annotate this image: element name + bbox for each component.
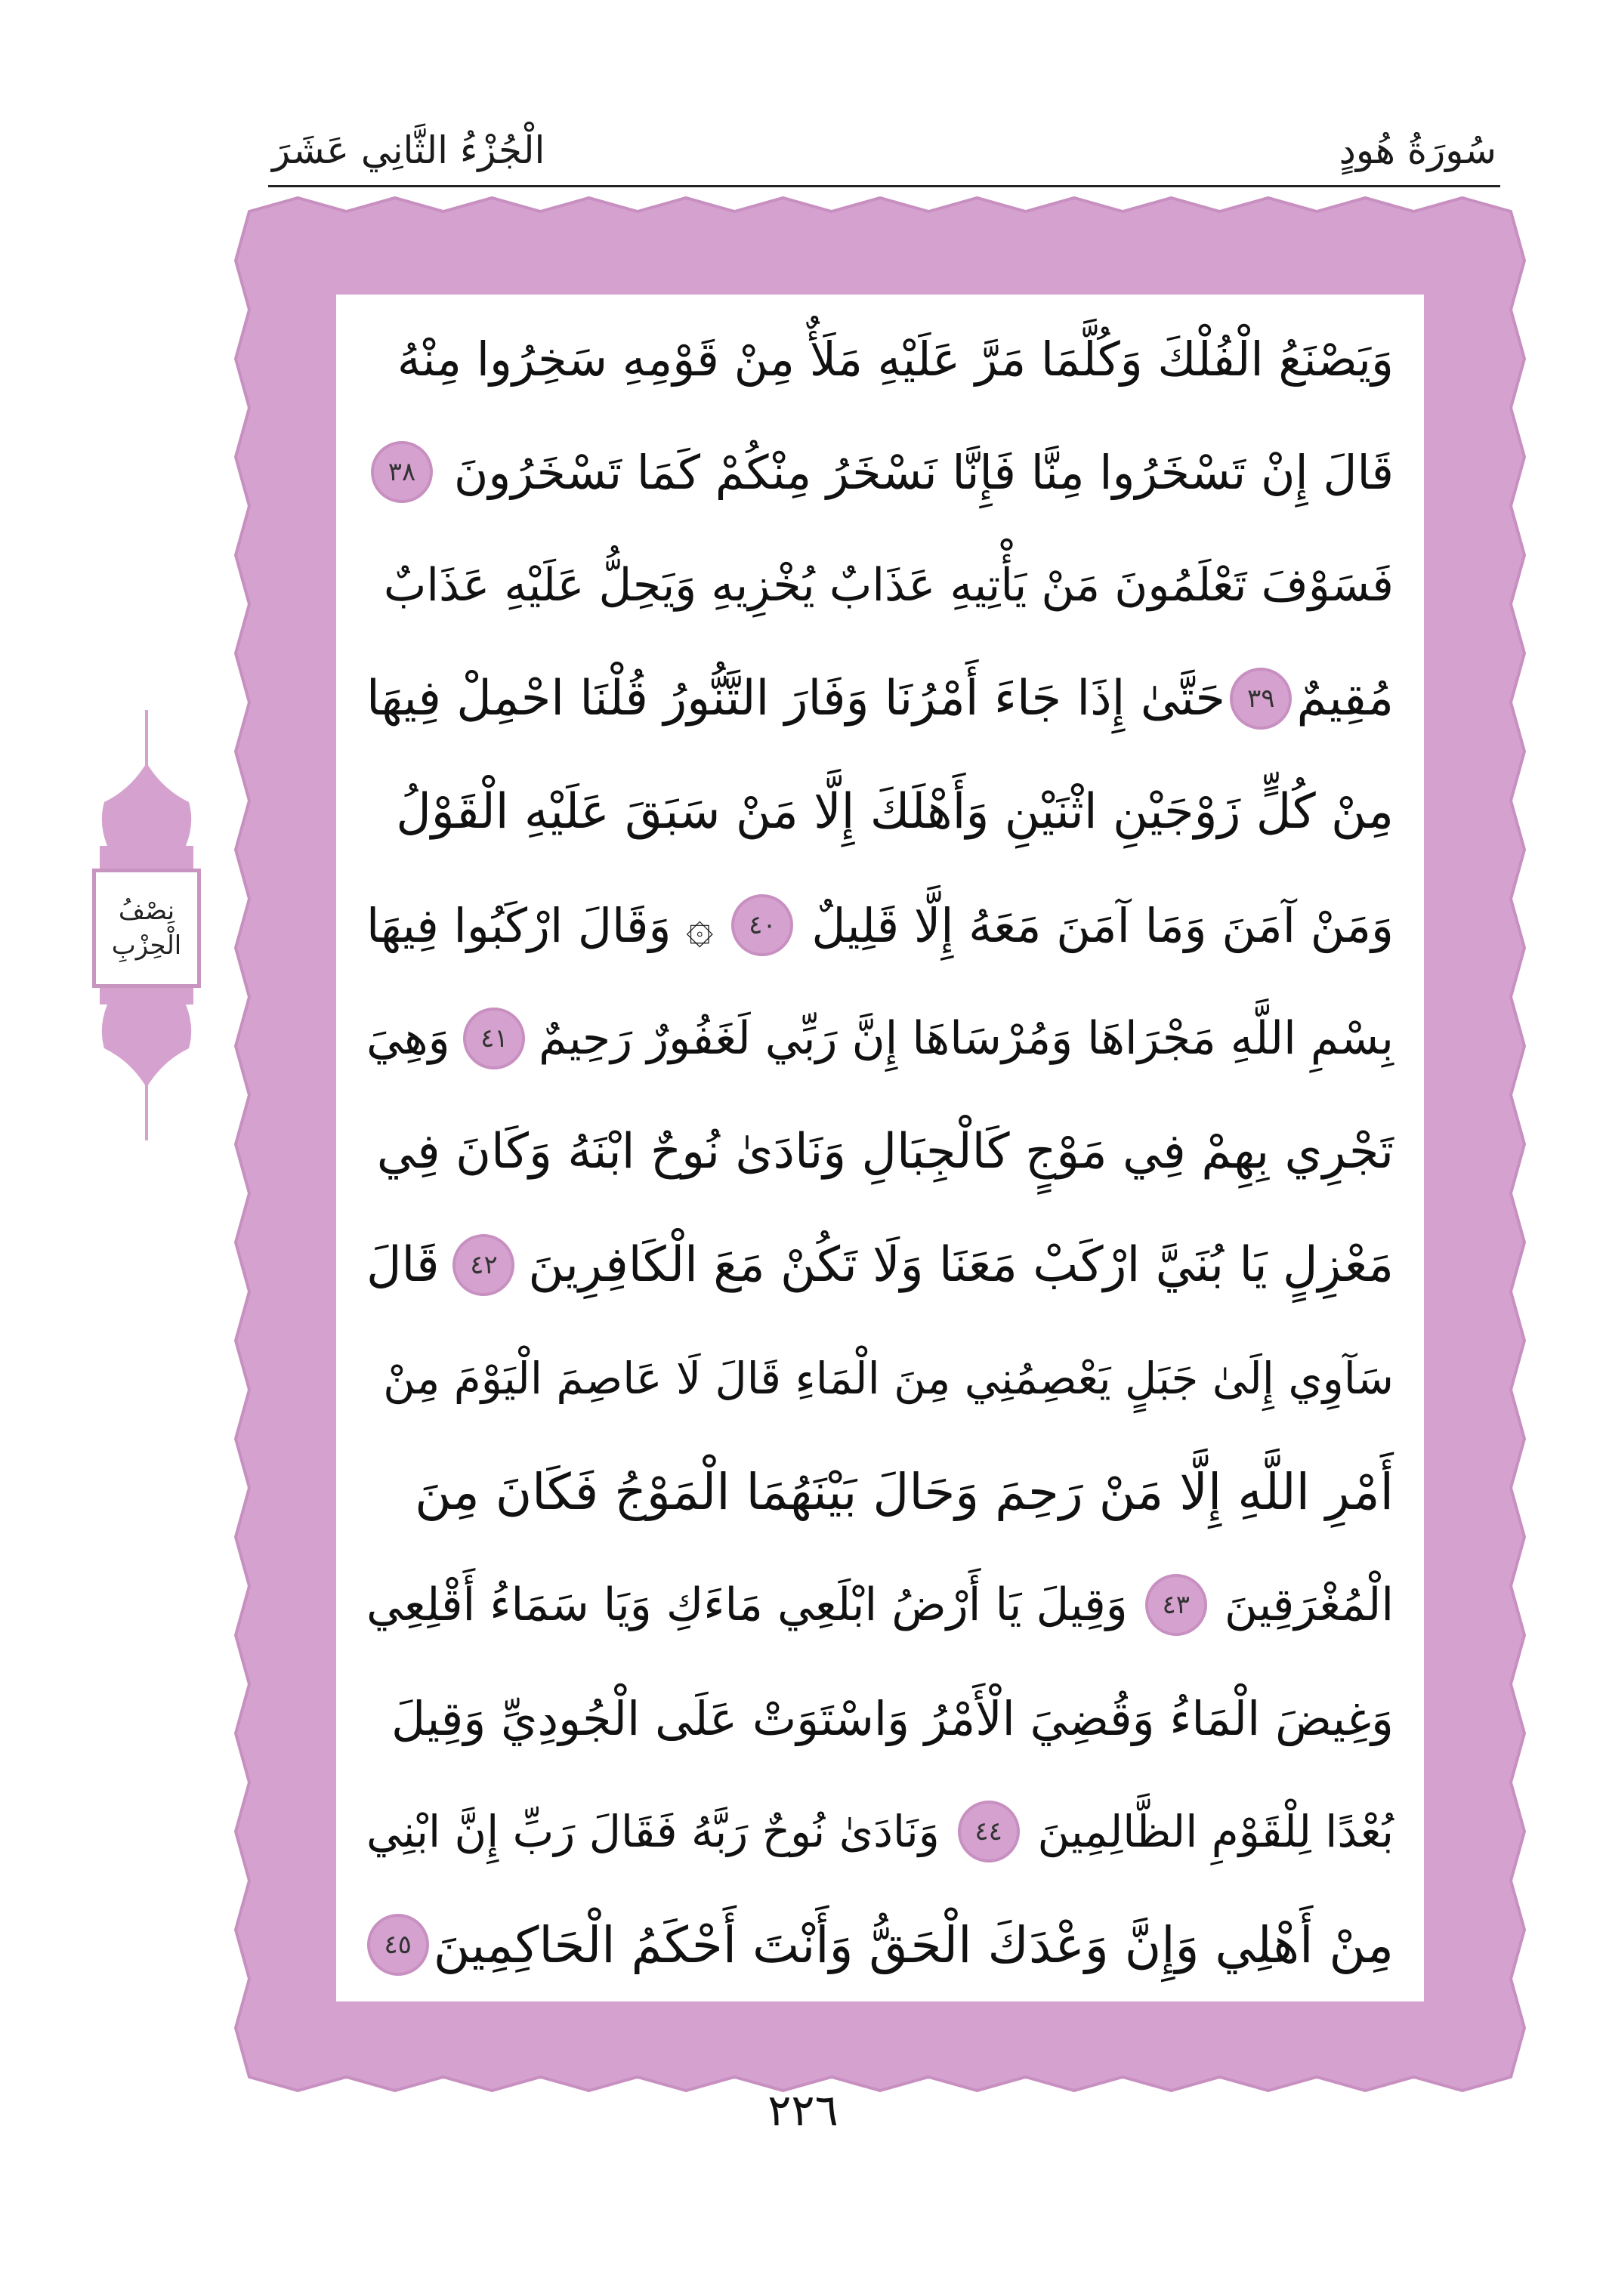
verse-text: مُقِيمٌ xyxy=(1296,671,1394,727)
verse-text: بِسْمِ اللَّهِ مَجْرَاهَا وَمُرْسَاهَا إِنَّ رَبِّي لَغَفُورٌ رَحِيمٌ xyxy=(539,1012,1394,1065)
text-panel xyxy=(336,295,1424,2001)
verse-line xyxy=(366,1095,1394,1208)
verse-text: وَهِيَ xyxy=(366,1012,450,1065)
verse-text: بُعْدًا لِلْقَوْمِ الظَّالِمِينَ xyxy=(1037,1806,1394,1857)
ayah-number-marker: ٤٢ xyxy=(452,1234,514,1296)
verse-line xyxy=(366,642,1394,755)
verse-text: تَجْرِي بِهِمْ فِي مَوْجٍ كَالْجِبَالِ وَنَادَىٰ نُوحٌ ابْنَهُ وَكَانَ فِي xyxy=(376,1124,1394,1180)
ayah-number-marker: ٤٥ xyxy=(367,1914,429,1976)
verse-text: وَنَادَىٰ نُوحٌ رَبَّهُ فَقَالَ رَبِّ إِنَّ ابْنِي xyxy=(366,1806,940,1857)
verse-line xyxy=(366,1322,1394,1435)
verse-line xyxy=(366,529,1394,642)
verse-text: مِنْ كُلٍّ زَوْجَيْنِ اثْنَيْنِ وَأَهْلَكَ إِلَّا مَنْ سَبَقَ عَلَيْهِ الْقَوْلُ xyxy=(396,784,1394,840)
verse-text: وَمَنْ آمَنَ وَمَا آمَنَ مَعَهُ إِلَّا قَلِيلٌ xyxy=(811,897,1394,953)
verse-text: سَآوِي إِلَىٰ جَبَلٍ يَعْصِمُنِي مِنَ الْمَاءِ قَالَ لَا عَاصِمَ الْيَوْمَ مِنْ xyxy=(383,1353,1394,1404)
verse-line xyxy=(366,982,1394,1095)
verse-line xyxy=(366,1775,1394,1888)
ayah-number-marker: ٤١ xyxy=(463,1008,525,1069)
verse-text: حَتَّىٰ إِذَا جَاءَ أَمْرُنَا وَفَارَ التَّنُّورُ قُلْنَا احْمِلْ فِيهَا xyxy=(366,671,1225,727)
ayah-number-marker: ٣٩ xyxy=(1230,668,1292,730)
verse-text: وَغِيضَ الْمَاءُ وَقُضِيَ الْأَمْرُ وَاسْتَوَتْ عَلَى الْجُودِيِّ وَقِيلَ xyxy=(391,1690,1394,1746)
verse-text: أَمْرِ اللَّهِ إِلَّا مَنْ رَحِمَ وَحَالَ بَيْنَهُمَا الْمَوْجُ فَكَانَ مِنَ xyxy=(415,1462,1394,1521)
ayah-number-marker: ٤٤ xyxy=(958,1801,1020,1862)
verse-text: ۞ وَقَالَ ارْكَبُوا فِيهَا xyxy=(366,897,714,953)
surah-title: سُورَةُ هُودٍ xyxy=(1339,128,1496,172)
verse-text: فَسَوْفَ تَعْلَمُونَ مَنْ يَأْتِيهِ عَذَابٌ يُخْزِيهِ وَيَحِلُّ عَلَيْهِ عَذَابٌ xyxy=(383,559,1394,612)
verse-line xyxy=(366,302,1394,415)
ayah-number-marker: ٤٣ xyxy=(1145,1574,1207,1636)
verse-line xyxy=(366,1435,1394,1548)
hizb-marker xyxy=(92,869,201,988)
juz-title: الْجُزْءُ الثَّانِي عَشَرَ xyxy=(272,128,545,172)
verse-line xyxy=(366,1888,1394,2001)
hizb-marker-line2: الْحِزْبِ xyxy=(111,930,182,961)
verse-text: مَعْزِلٍ يَا بُنَيَّ ارْكَبْ مَعَنَا وَلَا تَكُنْ مَعَ الْكَافِرِينَ xyxy=(528,1237,1394,1293)
verse-text: قَالَ إِنْ تَسْخَرُوا مِنَّا فَإِنَّا نَسْخَرُ مِنْكُمْ كَمَا تَسْخَرُونَ xyxy=(453,444,1394,500)
hizb-marker-line1: نِصْفُ xyxy=(118,896,175,926)
verse-text: الْمُغْرَقِينَ xyxy=(1224,1578,1394,1631)
verse-text: قَالَ xyxy=(366,1237,440,1293)
ayah-number-marker: ٤٠ xyxy=(731,894,793,956)
verse-text: وَقِيلَ يَا أَرْضُ ابْلَعِي مَاءَكِ وَيَا سَمَاءُ أَقْلِعِي xyxy=(366,1578,1128,1631)
verse-line xyxy=(366,1548,1394,1662)
verse-line xyxy=(366,1208,1394,1322)
ayah-number-marker: ٣٨ xyxy=(371,441,433,503)
page-number: ٢٢٦ xyxy=(767,2085,839,2136)
verse-line xyxy=(366,755,1394,869)
verse-text: مِنْ أَهْلِي وَإِنَّ وَعْدَكَ الْحَقُّ وَأَنْتَ أَحْكَمُ الْحَاكِمِينَ xyxy=(433,1915,1394,1974)
verse-line xyxy=(366,415,1394,529)
verse-line xyxy=(366,869,1394,982)
verse-line xyxy=(366,1662,1394,1775)
verse-text: وَيَصْنَعُ الْفُلْكَ وَكُلَّمَا مَرَّ عَلَيْهِ مَلَأٌ مِنْ قَوْمِهِ سَخِرُوا مِنْهُ xyxy=(397,331,1394,387)
